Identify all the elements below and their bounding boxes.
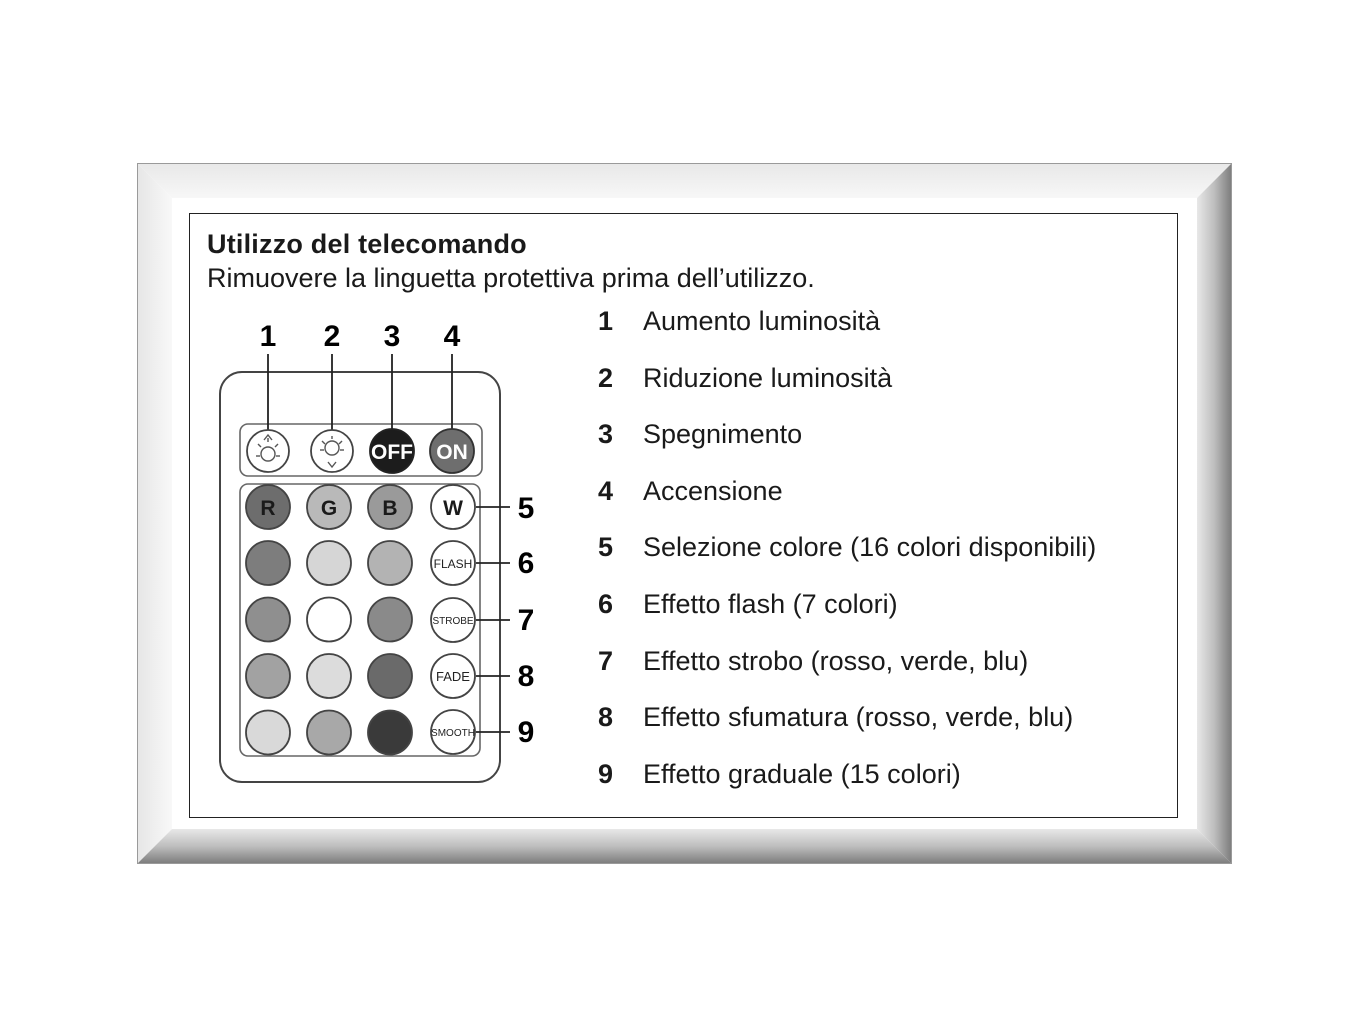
color-swatch-button[interactable] (246, 654, 290, 698)
color-swatch-button[interactable] (307, 541, 351, 585)
legend-number: 3 (598, 419, 614, 450)
legend-number: 1 (598, 306, 614, 336)
callout-5: 5 (517, 492, 535, 525)
callout-6: 6 (517, 547, 535, 580)
red-label: R (260, 497, 276, 520)
off-label: OFF (371, 441, 413, 464)
smooth-label: SMOOTH (431, 728, 475, 739)
on-label: ON (436, 441, 468, 464)
color-swatch-button[interactable] (246, 598, 290, 642)
blue-button[interactable] (368, 485, 412, 529)
fade-button[interactable] (431, 654, 475, 698)
white-label: W (443, 497, 463, 520)
color-swatch-button[interactable] (368, 711, 412, 755)
color-swatch-button[interactable] (368, 598, 412, 642)
brightness-down-button[interactable] (311, 430, 353, 472)
legend-text: Effetto graduale (15 colori) (643, 758, 961, 789)
legend-text: Spegnimento (643, 419, 803, 450)
legend-number: 7 (598, 645, 614, 676)
page-title: Utilizzo del telecomando (207, 229, 527, 259)
off-button[interactable] (370, 429, 414, 473)
blue-label: B (382, 497, 398, 520)
callout-1: 1 (259, 320, 277, 353)
color-swatch-button[interactable] (368, 541, 412, 585)
color-swatch-button[interactable] (307, 598, 351, 642)
callout-7: 7 (517, 604, 535, 637)
red-button[interactable] (246, 485, 290, 529)
legend-text: Riduzione luminosità (643, 362, 893, 393)
white-button[interactable] (431, 485, 475, 529)
callout-2: 2 (323, 320, 341, 353)
flash-button[interactable] (431, 541, 475, 585)
legend-number: 8 (598, 702, 614, 733)
page-subtitle: Rimuovere la linguetta protettiva prima dell’utilizzo. (207, 263, 815, 293)
callout-8: 8 (517, 660, 535, 693)
on-button[interactable] (430, 429, 474, 473)
smooth-button[interactable] (431, 710, 475, 754)
legend-number: 6 (598, 588, 614, 619)
color-swatch-button[interactable] (307, 654, 351, 698)
green-label: G (320, 497, 338, 520)
callout-9: 9 (517, 716, 535, 749)
legend-text: Effetto strobo (rosso, verde, blu) (643, 645, 1029, 676)
color-swatch-button[interactable] (368, 654, 412, 698)
strobe-button[interactable] (431, 598, 475, 642)
legend-text: Aumento luminosità (643, 306, 881, 336)
color-swatch-button[interactable] (246, 541, 290, 585)
legend-text: Accensione (643, 475, 783, 506)
brightness-up-button[interactable] (247, 430, 289, 472)
legend-text: Effetto sfumatura (rosso, verde, blu) (643, 702, 1074, 733)
legend-number: 4 (598, 475, 614, 506)
legend-number: 9 (598, 758, 614, 789)
color-swatch-button[interactable] (307, 711, 351, 755)
legend-number: 5 (598, 532, 614, 563)
color-swatch-button[interactable] (246, 711, 290, 755)
legend-text: Selezione colore (16 colori disponibili) (643, 532, 1097, 563)
callout-4: 4 (443, 320, 461, 353)
fade-label: FADE (436, 669, 470, 684)
callout-3: 3 (383, 320, 401, 353)
legend-number: 2 (598, 362, 614, 393)
green-button[interactable] (307, 485, 351, 529)
flash-label: FLASH (433, 557, 473, 571)
legend-text: Effetto flash (7 colori) (643, 588, 898, 619)
remote-diagram (210, 310, 550, 790)
strobe-label: STROBE (432, 616, 474, 627)
